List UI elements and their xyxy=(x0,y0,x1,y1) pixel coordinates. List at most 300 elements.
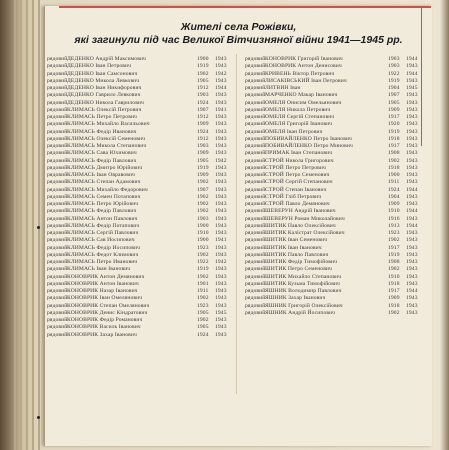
death-year: 1943 xyxy=(215,288,227,294)
birth-year: 1924 xyxy=(197,331,209,338)
death-year: 1943 xyxy=(406,273,418,280)
list-item xyxy=(245,274,420,281)
birth-year: 1908 xyxy=(388,259,400,265)
death-year: 1943 xyxy=(406,237,418,244)
right-name-list xyxy=(245,56,420,317)
person-name: ЛИТВИН Іван xyxy=(265,85,301,91)
person-name: ЯШНИК Андрій Йосипович xyxy=(265,309,336,316)
list-item xyxy=(45,216,235,223)
death-year: 1943 xyxy=(215,302,227,309)
death-year: 1943 xyxy=(215,92,227,99)
person-name: ШИТИК Павло Павлович xyxy=(265,251,329,258)
rank-text: рядовий xyxy=(47,77,68,84)
person-name: ШИТИК Кузьма Тимофійович xyxy=(265,280,340,287)
person-name: КОНОВРИК Іван Омелянович xyxy=(67,295,143,302)
page-edge xyxy=(14,0,16,450)
death-year: 1943 xyxy=(215,135,227,142)
rank-text: рядовий xyxy=(47,288,68,294)
death-year: 1943 xyxy=(215,193,227,200)
person-name: КЛИМАСЬ Михайло Федорович xyxy=(67,186,148,193)
birth-year: 1902 xyxy=(388,157,400,164)
birth-year: 1923 xyxy=(388,230,400,236)
death-year: 1945 xyxy=(406,85,418,91)
rank-text: рядовий xyxy=(245,186,266,193)
list-item xyxy=(45,237,235,244)
rank-text: рядовий xyxy=(245,288,266,294)
person-name: ОМЕЛЯ Никола Петрович xyxy=(265,106,331,113)
birth-year: 1902 xyxy=(197,317,209,323)
death-year: 1943 xyxy=(406,77,418,84)
death-year: 1943 xyxy=(406,215,418,222)
death-year: 1943 xyxy=(406,201,418,207)
rank-text: рядовий xyxy=(245,201,266,207)
birth-year: 1919 xyxy=(388,251,400,258)
death-year: 1943 xyxy=(215,280,227,287)
birth-year: 1917 xyxy=(388,143,400,149)
person-name: КЛИМАСЬ Петро Иванович xyxy=(67,259,138,265)
rank-text: рядовий xyxy=(47,150,68,157)
birth-year: 1909 xyxy=(388,106,400,113)
birth-year: 1908 xyxy=(388,150,400,157)
list-item xyxy=(45,252,235,259)
list-item xyxy=(245,237,420,244)
list-item xyxy=(245,56,420,63)
list-item xyxy=(245,100,420,107)
death-year: 1944 xyxy=(406,70,418,77)
rank-text: рядовий xyxy=(47,259,68,265)
rank-text: рядовий xyxy=(47,172,68,178)
person-name: КЛИМАСЬ Антон Павлович xyxy=(67,215,138,222)
rank-text: рядовий xyxy=(245,215,266,222)
death-year: 1943 xyxy=(406,193,418,200)
birth-year: 1900 xyxy=(388,172,400,178)
rank-text: рядовий xyxy=(245,193,266,200)
rank-text: рядовий xyxy=(245,244,266,251)
list-item xyxy=(245,266,420,273)
person-name: КЛИМАСЬ Іван Овравович xyxy=(67,172,135,178)
birth-year: 1913 xyxy=(388,222,400,229)
person-name: КОНОВРИК Антон Демянович xyxy=(67,273,145,280)
death-year: 1943 xyxy=(215,230,227,236)
birth-year: 1904 xyxy=(388,193,400,200)
birth-year: 1907 xyxy=(388,92,400,99)
birth-year: 1903 xyxy=(388,56,400,62)
list-item xyxy=(45,129,235,136)
list-item xyxy=(245,252,420,259)
death-year: 1943 xyxy=(406,172,418,178)
person-name: ДЕДЕНКО Іван Петрович xyxy=(67,63,132,70)
rank-text: рядовий xyxy=(245,157,266,164)
memorial-book-page xyxy=(44,6,432,446)
list-item xyxy=(245,85,420,92)
birth-year: 1910 xyxy=(388,273,400,280)
birth-year: 1918 xyxy=(388,302,400,309)
death-year: 1943 xyxy=(215,215,227,222)
birth-year: 1922 xyxy=(197,259,209,265)
birth-year: 1919 xyxy=(197,63,209,70)
rank-text: рядовий xyxy=(47,324,68,331)
birth-year: 1909 xyxy=(197,172,209,178)
death-year: 1942 xyxy=(215,157,227,164)
death-year: 1942 xyxy=(215,259,227,265)
person-name: КЛИМАСЬ Федот Климович xyxy=(67,251,139,258)
death-year: 1943 xyxy=(406,230,418,236)
person-name: ШИТИК Павло Олексійович xyxy=(265,222,336,229)
list-item xyxy=(245,208,420,215)
birth-year: 1903 xyxy=(197,143,209,149)
list-item xyxy=(45,71,235,78)
birth-year: 1905 xyxy=(197,77,209,84)
list-item xyxy=(245,136,420,143)
list-item xyxy=(45,194,235,201)
list-item xyxy=(245,303,420,310)
list-item xyxy=(45,165,235,172)
birth-year: 1918 xyxy=(388,135,400,142)
death-year: 1943 xyxy=(215,128,227,135)
person-name: КЛИМАСЬ Сава Юхимович xyxy=(67,150,137,157)
rank-text: рядовий xyxy=(245,208,266,215)
birth-year: 1907 xyxy=(197,186,209,193)
rank-text: рядовий xyxy=(245,259,266,265)
birth-year: 1924 xyxy=(388,186,400,193)
person-name: КЛИМАСЬ Петро Петрович xyxy=(67,114,137,120)
person-name: КОНОВРИК Федір Романович xyxy=(67,317,143,323)
list-item xyxy=(245,187,420,194)
birth-year: 1905 xyxy=(197,157,209,164)
list-item xyxy=(245,259,420,266)
person-name: СТРОЙ Сергій Степанович xyxy=(265,179,333,186)
death-year: 1943 xyxy=(215,99,227,106)
death-year: 1943 xyxy=(406,266,418,273)
person-name: КЛИМАСЬ Дмитро Юрійович xyxy=(67,164,143,171)
rank-text: рядовий xyxy=(47,222,68,229)
person-name: КОНОВРИК Назар Іванович xyxy=(67,288,138,294)
death-year: 1943 xyxy=(215,317,227,323)
birth-year: 1902 xyxy=(197,208,209,215)
list-item xyxy=(245,310,420,317)
person-name: ЯШНИК Захар Іванович xyxy=(265,295,326,302)
list-item xyxy=(45,324,235,331)
death-year: 1943 xyxy=(406,251,418,258)
birth-year: 1904 xyxy=(388,85,400,91)
rank-text: рядовий xyxy=(47,106,68,113)
rank-text: рядовий xyxy=(245,150,266,157)
birth-year: 1902 xyxy=(197,193,209,200)
list-item xyxy=(45,85,235,92)
person-name: МАРЧЕНКО Макар Іванович xyxy=(265,92,338,99)
birth-year: 1918 xyxy=(388,280,400,287)
death-year: 1943 xyxy=(215,121,227,128)
person-name: СТРОЙ Петро Петрович xyxy=(265,164,326,171)
death-year: 1945 xyxy=(215,309,227,316)
death-year: 1943 xyxy=(406,280,418,287)
list-item xyxy=(45,136,235,143)
person-name: ШИТИК Іван Іванович xyxy=(265,244,322,251)
person-name: КОНОВРИК Антон Денисович xyxy=(265,63,342,70)
birth-year: 1924 xyxy=(197,128,209,135)
birth-year: 1912 xyxy=(197,135,209,142)
page-edge xyxy=(20,0,22,450)
rank-text: рядовий xyxy=(245,273,266,280)
death-year: 1943 xyxy=(215,266,227,273)
birth-year: 1917 xyxy=(388,288,400,294)
binding-hole xyxy=(37,226,40,229)
list-item xyxy=(45,266,235,273)
person-name: ЯШНИК Володимир Павлович xyxy=(265,288,342,294)
birth-year: 1900 xyxy=(197,237,209,244)
rank-text: рядовий xyxy=(47,114,68,120)
list-item xyxy=(245,216,420,223)
rank-text: рядовий xyxy=(245,56,266,62)
death-year: 1943 xyxy=(406,302,418,309)
birth-year: 1917 xyxy=(388,114,400,120)
list-item xyxy=(245,295,420,302)
rank-text: рядовий xyxy=(47,128,68,135)
death-year: 1943 xyxy=(406,121,418,128)
list-item xyxy=(45,56,235,63)
death-year: 1943 xyxy=(406,92,418,99)
list-item xyxy=(45,223,235,230)
person-name: СТРОЙ Петро Семенович xyxy=(265,172,330,178)
birth-year: 1902 xyxy=(388,266,400,273)
death-year: 1943 xyxy=(406,99,418,106)
rank-text: рядовий xyxy=(245,222,266,229)
birth-year: 1902 xyxy=(197,273,209,280)
birth-year: 1912 xyxy=(197,85,209,91)
person-name: КОНОВРИК Антон Іванович xyxy=(67,280,139,287)
person-name: ДЕДЕНКО Іван Самсонович xyxy=(67,70,138,77)
person-name: ДЕДЕНКО Микола Левкович xyxy=(67,77,140,84)
rank-text: рядовий xyxy=(47,237,68,244)
death-year: 1944 xyxy=(406,288,418,294)
rank-text: рядовий xyxy=(47,280,68,287)
list-item xyxy=(245,78,420,85)
list-item xyxy=(245,288,420,295)
rank-text: рядовий xyxy=(47,121,68,128)
rank-text: рядовий xyxy=(47,309,68,316)
birth-year: 1902 xyxy=(197,179,209,186)
person-name: ШИТИК Іван Семенович xyxy=(265,237,328,244)
birth-year: 1923 xyxy=(197,244,209,251)
death-year: 1943 xyxy=(215,150,227,157)
rank-text: рядовий xyxy=(47,317,68,323)
rank-text: рядовий xyxy=(245,70,266,77)
birth-year: 1902 xyxy=(197,295,209,302)
death-year: 1943 xyxy=(215,244,227,251)
person-name: ЯШНИК Григорій Олексійович xyxy=(265,302,343,309)
list-item xyxy=(245,223,420,230)
birth-year: 1910 xyxy=(197,230,209,236)
birth-year: 1902 xyxy=(388,237,400,244)
person-name: КЛИМАСЬ Степан Адамович xyxy=(67,179,141,186)
page-subtitle: які загинули під час Великої Вітчизняної війни 1941—1945 рр. xyxy=(74,34,403,46)
list-item xyxy=(245,143,420,150)
rank-text: рядовий xyxy=(47,302,68,309)
rank-text: рядовий xyxy=(245,128,266,135)
death-year: 1944 xyxy=(406,186,418,193)
death-year: 1943 xyxy=(215,273,227,280)
person-name: КЛИМАСЬ Федір Потапович xyxy=(67,222,140,229)
list-item xyxy=(245,107,420,114)
death-year: 1943 xyxy=(406,106,418,113)
rank-text: рядовий xyxy=(47,215,68,222)
list-item xyxy=(45,317,235,324)
death-year: 1943 xyxy=(215,222,227,229)
list-item xyxy=(45,187,235,194)
rank-text: рядовий xyxy=(245,92,266,99)
rank-text: рядовий xyxy=(47,251,68,258)
rank-text: рядовий xyxy=(47,179,68,186)
death-year: 1943 xyxy=(406,63,418,70)
death-year: 1943 xyxy=(215,201,227,207)
rank-text: рядовий xyxy=(47,230,68,236)
birth-year: 1917 xyxy=(388,244,400,251)
death-year: 1943 xyxy=(406,128,418,135)
list-item xyxy=(45,310,235,317)
birth-year: 1911 xyxy=(388,179,400,186)
death-year: 1943 xyxy=(215,331,227,338)
rank-text: рядовий xyxy=(47,143,68,149)
person-name: ДЕДЕНКО Іван Никифорович xyxy=(67,85,142,91)
birth-year: 1923 xyxy=(197,302,209,309)
list-item xyxy=(45,121,235,128)
birth-year: 1903 xyxy=(197,215,209,222)
rank-text: рядовий xyxy=(47,266,68,273)
person-name: ОМЕЛЯ Онисим Омельянович xyxy=(265,99,342,106)
death-year: 1943 xyxy=(406,179,418,186)
death-year: 1943 xyxy=(215,164,227,171)
rank-text: рядовий xyxy=(245,121,266,128)
person-name: ДЕДЕНКО Никола Гаврилович xyxy=(67,99,144,106)
person-name: СТРОЙ Степан Іванович xyxy=(265,186,327,193)
person-name: ОМЕЛЯ Іван Петрович xyxy=(265,128,323,135)
list-item xyxy=(45,143,235,150)
death-year: 1944 xyxy=(406,56,418,62)
birth-year: 1905 xyxy=(388,99,400,106)
rank-text: рядовий xyxy=(245,280,266,287)
list-item xyxy=(245,71,420,78)
death-year: 1943 xyxy=(406,295,418,302)
birth-year: 1911 xyxy=(197,288,209,294)
list-item xyxy=(245,121,420,128)
rank-text: рядовий xyxy=(245,63,266,70)
list-item xyxy=(245,92,420,99)
death-year: 1944 xyxy=(215,85,227,91)
list-item xyxy=(245,150,420,157)
birth-year: 1919 xyxy=(197,164,209,171)
person-name: КЛИМАСЬ Олексій Семенович xyxy=(67,135,146,142)
rank-text: рядовий xyxy=(47,135,68,142)
list-item xyxy=(45,92,235,99)
rank-text: рядовий xyxy=(47,295,68,302)
list-item xyxy=(45,332,235,339)
person-name: КОНОВРИК Захар Іванович xyxy=(67,331,137,338)
rank-text: рядовий xyxy=(47,99,68,106)
death-year: 1943 xyxy=(215,56,227,62)
person-name: ШИТИК Федір Тимофійович xyxy=(265,259,338,265)
death-year: 1943 xyxy=(406,135,418,142)
list-item xyxy=(45,259,235,266)
binding-hole xyxy=(37,416,40,419)
person-name: КЛИМАСЬ Микола Степанович xyxy=(67,143,147,149)
person-name: ЛИСАКІВСЬКИЙ Іван Петрович xyxy=(265,77,347,84)
rank-text: рядовий xyxy=(47,208,68,215)
death-year: 1943 xyxy=(215,179,227,186)
birth-year: 1905 xyxy=(197,324,209,331)
rank-text: рядовий xyxy=(245,295,266,302)
birth-year: 1919 xyxy=(388,128,400,135)
birth-year: 1909 xyxy=(197,150,209,157)
birth-year: 1907 xyxy=(197,106,209,113)
death-year: 1943 xyxy=(406,244,418,251)
list-item xyxy=(245,281,420,288)
list-item xyxy=(245,63,420,70)
birth-year: 1919 xyxy=(388,77,400,84)
rank-text: рядовий xyxy=(245,172,266,178)
death-year: 1943 xyxy=(215,186,227,193)
list-item xyxy=(45,274,235,281)
list-item xyxy=(245,129,420,136)
person-name: ПОБИВАЙЛЕНКО Петро Минович xyxy=(265,143,353,149)
death-year: 1943 xyxy=(215,172,227,178)
person-name: КОНОВРИК Степан Омелянович xyxy=(67,302,150,309)
death-year: 1944 xyxy=(406,208,418,215)
person-name: КЛИМАСЬ Петро Юрійович xyxy=(67,201,139,207)
death-year: 1943 xyxy=(215,63,227,70)
rank-text: рядовий xyxy=(245,114,266,120)
rank-text: рядовий xyxy=(245,251,266,258)
rank-text: рядовий xyxy=(47,186,68,193)
birth-year: 1919 xyxy=(197,266,209,273)
death-year: 1943 xyxy=(406,164,418,171)
rank-text: рядовий xyxy=(47,92,68,99)
rank-text: рядовий xyxy=(47,56,68,62)
rank-text: рядовий xyxy=(245,135,266,142)
list-item xyxy=(45,63,235,70)
birth-year: 1903 xyxy=(388,63,400,70)
death-year: 1943 xyxy=(406,114,418,120)
list-item xyxy=(245,179,420,186)
rank-text: рядовий xyxy=(47,244,68,251)
birth-year: 1902 xyxy=(197,201,209,207)
birth-year: 1912 xyxy=(197,114,209,120)
death-year: 1943 xyxy=(215,324,227,331)
rank-text: рядовий xyxy=(245,77,266,84)
person-name: СТРОЙ Павло Демянович xyxy=(265,201,330,207)
list-item xyxy=(45,100,235,107)
birth-year: 1916 xyxy=(388,215,400,222)
person-name: ШЕВЕРУН Роман Миколайович xyxy=(265,215,345,222)
rank-text: рядовий xyxy=(245,179,266,186)
rank-text: рядовий xyxy=(47,331,68,338)
rank-text: рядовий xyxy=(245,85,266,91)
list-item xyxy=(45,295,235,302)
person-name: ДЕДЕНКО Андрій Максимович xyxy=(67,56,146,62)
person-name: КЛИМАСЬ Михайло Васильович xyxy=(67,121,150,128)
death-year: 1943 xyxy=(215,295,227,302)
person-name: СТРОЙ Гліб Петрович xyxy=(265,193,322,200)
list-item xyxy=(45,230,235,237)
person-name: ШИТИК Петро Семенович xyxy=(265,266,332,273)
list-item xyxy=(45,78,235,85)
page-edge xyxy=(26,0,28,450)
list-item xyxy=(245,165,420,172)
column-divider xyxy=(236,54,237,394)
death-year: 1943 xyxy=(215,143,227,149)
person-name: ОМЕЛЯ Григорій Іванович xyxy=(265,121,333,128)
rank-text: рядовий xyxy=(245,266,266,273)
person-name: СТРОЙ Никола Григорович xyxy=(265,157,334,164)
